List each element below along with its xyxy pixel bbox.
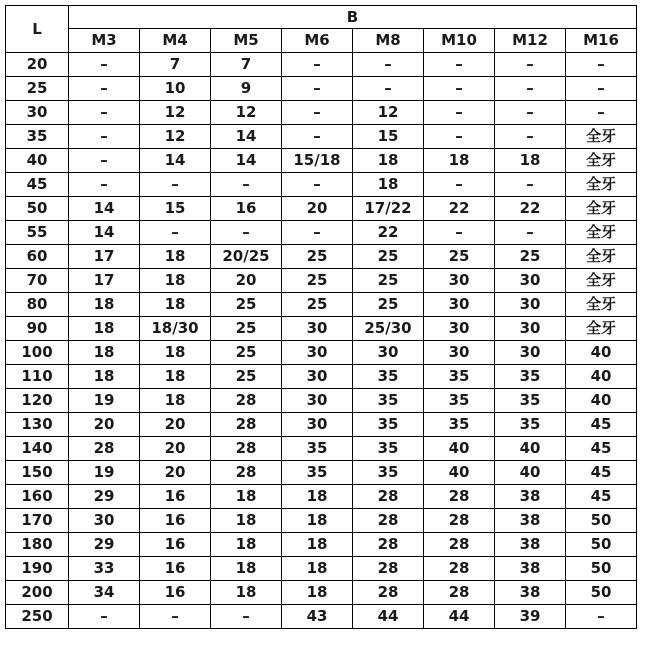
row-label: 160: [6, 485, 69, 509]
row-label: 50: [6, 197, 69, 221]
table-cell: 10: [140, 77, 211, 101]
table-cell: 18: [353, 149, 424, 173]
table-cell: 20: [140, 413, 211, 437]
table-cell: 16: [140, 581, 211, 605]
header-row-group: [6, 6, 637, 29]
table-cell: 12: [211, 101, 282, 125]
row-header-L: L: [6, 6, 69, 53]
table-cell: 30: [495, 269, 566, 293]
table-cell: 17: [69, 245, 140, 269]
table-cell: 19: [69, 461, 140, 485]
table-cell: 40: [495, 437, 566, 461]
table-cell: 18: [140, 341, 211, 365]
table-cell: 7: [140, 53, 211, 77]
table-cell: –: [424, 101, 495, 125]
table-cell: 全牙: [566, 245, 637, 269]
table-cell: 25: [353, 245, 424, 269]
table-cell: 16: [140, 509, 211, 533]
table-header: [6, 6, 637, 53]
table-cell: 30: [424, 317, 495, 341]
row-label: 150: [6, 461, 69, 485]
table-cell: 38: [495, 509, 566, 533]
table-cell: 22: [353, 221, 424, 245]
table-cell: 15/18: [282, 149, 353, 173]
table-cell: –: [495, 221, 566, 245]
table-wrapper: [5, 5, 637, 629]
table-cell: 全牙: [566, 197, 637, 221]
table-cell: 18: [211, 509, 282, 533]
table-cell: –: [69, 53, 140, 77]
table-row: [6, 413, 637, 437]
table-cell: –: [495, 77, 566, 101]
column-header: M4: [140, 29, 211, 53]
table-cell: –: [424, 53, 495, 77]
table-body: [6, 53, 637, 629]
table-cell: –: [566, 605, 637, 629]
column-header: M5: [211, 29, 282, 53]
table-cell: 33: [69, 557, 140, 581]
table-cell: –: [566, 101, 637, 125]
table-cell: –: [211, 605, 282, 629]
table-cell: 全牙: [566, 149, 637, 173]
table-cell: –: [424, 125, 495, 149]
table-cell: 50: [566, 557, 637, 581]
table-cell: 35: [424, 413, 495, 437]
table-cell: 30: [424, 269, 495, 293]
table-cell: 18: [140, 293, 211, 317]
table-cell: 18: [69, 317, 140, 341]
table-cell: 15: [140, 197, 211, 221]
table-cell: 30: [495, 341, 566, 365]
table-cell: 35: [353, 437, 424, 461]
row-label: 100: [6, 341, 69, 365]
table-cell: 18/30: [140, 317, 211, 341]
table-cell: –: [424, 221, 495, 245]
group-header-B: B: [69, 6, 637, 29]
table-cell: 18: [495, 149, 566, 173]
table-row: [6, 269, 637, 293]
table-cell: 28: [424, 509, 495, 533]
table-cell: 18: [211, 581, 282, 605]
table-cell: 40: [424, 461, 495, 485]
table-cell: 全牙: [566, 221, 637, 245]
table-cell: 30: [282, 365, 353, 389]
table-cell: 20: [140, 461, 211, 485]
table-cell: 18: [211, 485, 282, 509]
table-cell: 28: [353, 557, 424, 581]
table-cell: 28: [69, 437, 140, 461]
table-cell: 38: [495, 581, 566, 605]
table-cell: 22: [495, 197, 566, 221]
row-label: 55: [6, 221, 69, 245]
table-cell: 18: [140, 389, 211, 413]
table-cell: 18: [282, 485, 353, 509]
table-cell: 18: [69, 341, 140, 365]
table-cell: 25: [211, 317, 282, 341]
table-row: [6, 53, 637, 77]
table-cell: 35: [282, 437, 353, 461]
table-cell: 25: [353, 269, 424, 293]
table-cell: –: [282, 77, 353, 101]
table-cell: 25: [282, 293, 353, 317]
table-cell: 12: [353, 101, 424, 125]
table-cell: –: [140, 173, 211, 197]
table-cell: 14: [211, 149, 282, 173]
table-row: [6, 341, 637, 365]
table-cell: 35: [424, 365, 495, 389]
table-cell: 25/30: [353, 317, 424, 341]
table-cell: 40: [566, 341, 637, 365]
table-cell: 25: [495, 245, 566, 269]
table-cell: 40: [566, 389, 637, 413]
table-cell: –: [282, 173, 353, 197]
table-cell: 14: [69, 197, 140, 221]
row-label: 40: [6, 149, 69, 173]
table-cell: 28: [211, 437, 282, 461]
row-label: 180: [6, 533, 69, 557]
column-header: M16: [566, 29, 637, 53]
table-cell: –: [69, 77, 140, 101]
row-label: 30: [6, 101, 69, 125]
table-cell: 25: [282, 269, 353, 293]
table-cell: 40: [566, 365, 637, 389]
table-cell: 全牙: [566, 293, 637, 317]
table-cell: 29: [69, 485, 140, 509]
bolt-length-table: [5, 5, 637, 629]
table-cell: –: [353, 53, 424, 77]
table-cell: 全牙: [566, 269, 637, 293]
row-label: 20: [6, 53, 69, 77]
table-cell: –: [424, 173, 495, 197]
table-row: [6, 77, 637, 101]
table-row: [6, 125, 637, 149]
table-cell: –: [282, 101, 353, 125]
table-cell: 38: [495, 557, 566, 581]
row-label: 70: [6, 269, 69, 293]
table-cell: 7: [211, 53, 282, 77]
column-header: M12: [495, 29, 566, 53]
table-cell: 18: [282, 581, 353, 605]
table-row: [6, 509, 637, 533]
table-cell: –: [282, 53, 353, 77]
table-cell: 25: [282, 245, 353, 269]
table-cell: 30: [282, 317, 353, 341]
table-cell: 28: [353, 509, 424, 533]
table-cell: 25: [211, 341, 282, 365]
table-cell: 45: [566, 437, 637, 461]
row-label: 110: [6, 365, 69, 389]
table-cell: 18: [282, 557, 353, 581]
table-cell: 30: [424, 293, 495, 317]
table-row: [6, 221, 637, 245]
table-cell: 35: [424, 389, 495, 413]
table-cell: 44: [353, 605, 424, 629]
table-row: [6, 173, 637, 197]
table-cell: –: [211, 173, 282, 197]
table-row: [6, 437, 637, 461]
table-cell: 18: [211, 533, 282, 557]
table-cell: 18: [282, 509, 353, 533]
row-label: 170: [6, 509, 69, 533]
column-header: M3: [69, 29, 140, 53]
table-cell: 20: [140, 437, 211, 461]
table-cell: 18: [282, 533, 353, 557]
table-cell: 16: [140, 485, 211, 509]
table-cell: –: [566, 77, 637, 101]
table-row: [6, 605, 637, 629]
table-cell: 18: [140, 365, 211, 389]
table-cell: 28: [211, 389, 282, 413]
table-cell: 30: [424, 341, 495, 365]
table-cell: –: [495, 173, 566, 197]
table-cell: 18: [424, 149, 495, 173]
table-cell: 50: [566, 533, 637, 557]
table-cell: 50: [566, 581, 637, 605]
table-cell: 18: [140, 269, 211, 293]
table-cell: 29: [69, 533, 140, 557]
table-cell: –: [69, 605, 140, 629]
table-cell: 20: [211, 269, 282, 293]
table-cell: 30: [495, 293, 566, 317]
row-label: 200: [6, 581, 69, 605]
table-cell: 34: [69, 581, 140, 605]
table-row: [6, 389, 637, 413]
table-cell: 25: [353, 293, 424, 317]
table-cell: 28: [424, 557, 495, 581]
table-cell: –: [140, 221, 211, 245]
table-cell: –: [353, 77, 424, 101]
header-row-columns: [6, 29, 637, 53]
column-header: M10: [424, 29, 495, 53]
table-cell: 20/25: [211, 245, 282, 269]
table-row: [6, 557, 637, 581]
table-cell: –: [566, 53, 637, 77]
table-cell: 25: [211, 365, 282, 389]
table-cell: 16: [140, 557, 211, 581]
table-cell: –: [282, 125, 353, 149]
table-cell: 14: [211, 125, 282, 149]
table-row: [6, 245, 637, 269]
table-cell: 30: [353, 341, 424, 365]
table-row: [6, 533, 637, 557]
table-row: [6, 365, 637, 389]
row-label: 130: [6, 413, 69, 437]
table-cell: 30: [282, 413, 353, 437]
table-row: [6, 149, 637, 173]
column-header: M6: [282, 29, 353, 53]
table-cell: 38: [495, 533, 566, 557]
row-label: 45: [6, 173, 69, 197]
table-cell: 40: [495, 461, 566, 485]
row-label: 120: [6, 389, 69, 413]
table-cell: 35: [495, 365, 566, 389]
table-cell: 45: [566, 485, 637, 509]
table-cell: 12: [140, 125, 211, 149]
table-cell: 28: [353, 485, 424, 509]
row-label: 35: [6, 125, 69, 149]
table-row: [6, 317, 637, 341]
table-cell: –: [495, 101, 566, 125]
row-label: 250: [6, 605, 69, 629]
table-cell: 38: [495, 485, 566, 509]
table-cell: 43: [282, 605, 353, 629]
table-cell: –: [211, 221, 282, 245]
table-cell: 28: [424, 581, 495, 605]
table-cell: 全牙: [566, 125, 637, 149]
table-cell: 28: [211, 413, 282, 437]
table-cell: –: [495, 53, 566, 77]
table-cell: 30: [495, 317, 566, 341]
table-cell: 全牙: [566, 317, 637, 341]
table-cell: –: [69, 149, 140, 173]
table-cell: 15: [353, 125, 424, 149]
row-label: 60: [6, 245, 69, 269]
table-row: [6, 485, 637, 509]
table-cell: 30: [282, 389, 353, 413]
table-cell: 25: [211, 293, 282, 317]
row-label: 25: [6, 77, 69, 101]
table-cell: 28: [353, 581, 424, 605]
table-cell: 17: [69, 269, 140, 293]
table-cell: –: [69, 173, 140, 197]
table-cell: 28: [353, 533, 424, 557]
table-cell: 全牙: [566, 173, 637, 197]
table-cell: 28: [211, 461, 282, 485]
table-row: [6, 581, 637, 605]
table-cell: 19: [69, 389, 140, 413]
table-cell: 35: [282, 461, 353, 485]
table-cell: 16: [211, 197, 282, 221]
table-row: [6, 197, 637, 221]
table-cell: 50: [566, 509, 637, 533]
table-cell: 18: [69, 293, 140, 317]
table-cell: 45: [566, 461, 637, 485]
table-cell: 25: [424, 245, 495, 269]
table-cell: 12: [140, 101, 211, 125]
row-label: 140: [6, 437, 69, 461]
row-label: 90: [6, 317, 69, 341]
table-cell: 35: [495, 389, 566, 413]
table-cell: –: [69, 101, 140, 125]
table-cell: 14: [140, 149, 211, 173]
table-row: [6, 101, 637, 125]
table-cell: 35: [495, 413, 566, 437]
table-cell: 18: [211, 557, 282, 581]
table-cell: 18: [353, 173, 424, 197]
table-cell: –: [495, 125, 566, 149]
table-cell: –: [424, 77, 495, 101]
table-cell: –: [140, 605, 211, 629]
table-cell: 16: [140, 533, 211, 557]
row-label: 190: [6, 557, 69, 581]
table-cell: 35: [353, 413, 424, 437]
table-cell: 14: [69, 221, 140, 245]
table-cell: 9: [211, 77, 282, 101]
table-cell: 39: [495, 605, 566, 629]
table-cell: 44: [424, 605, 495, 629]
table-cell: 22: [424, 197, 495, 221]
row-label: 80: [6, 293, 69, 317]
table-cell: 35: [353, 365, 424, 389]
table-cell: 28: [424, 485, 495, 509]
table-cell: 30: [282, 341, 353, 365]
table-cell: 28: [424, 533, 495, 557]
table-row: [6, 293, 637, 317]
table-cell: 20: [282, 197, 353, 221]
table-cell: 45: [566, 413, 637, 437]
column-header: M8: [353, 29, 424, 53]
table-cell: 18: [69, 365, 140, 389]
table-cell: 35: [353, 389, 424, 413]
table-cell: –: [282, 221, 353, 245]
table-cell: 40: [424, 437, 495, 461]
table-cell: 30: [69, 509, 140, 533]
table-cell: –: [69, 125, 140, 149]
table-cell: 20: [69, 413, 140, 437]
table-cell: 17/22: [353, 197, 424, 221]
table-cell: 35: [353, 461, 424, 485]
table-row: [6, 461, 637, 485]
table-cell: 18: [140, 245, 211, 269]
